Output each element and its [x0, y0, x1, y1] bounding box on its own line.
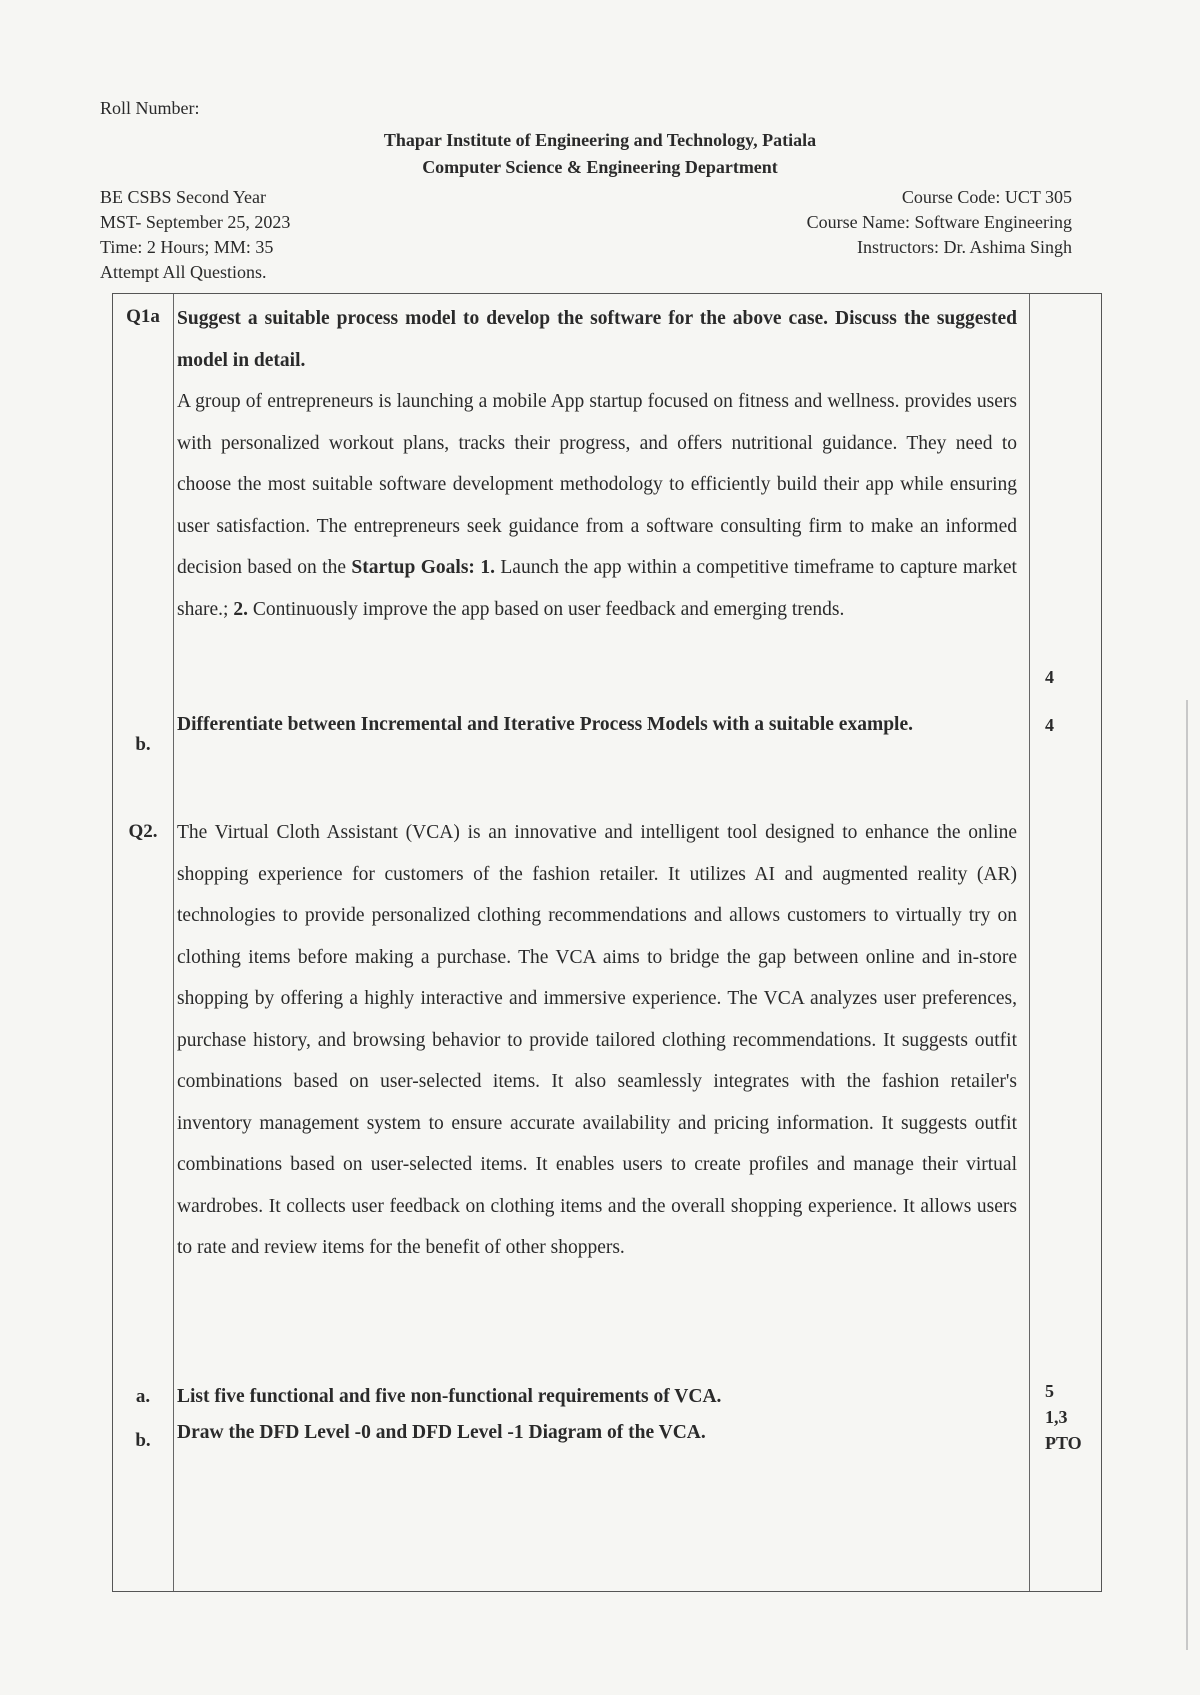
q1a-question: Suggest a suitable process model to develop the software for the above case. Discuss the suggested model in detail. — [177, 308, 1017, 371]
goal-number: 2. — [233, 598, 248, 620]
goal-number: 1. — [480, 557, 495, 578]
q2a-question: List five functional and five non-functional requirements of VCA. — [177, 1386, 722, 1407]
goals-label: Startup Goals: — [351, 557, 475, 578]
q2b-question: Draw the DFD Level -0 and DFD Level -1 Diagram of the VCA. — [177, 1422, 706, 1443]
roll-number-label: Roll Number: — [100, 98, 200, 118]
instructors: Instructors: Dr. Ashima Singh — [857, 237, 1072, 257]
q1-case-text — [177, 381, 1017, 630]
case-intro: A group of entrepreneurs is launching a mobile App startup focused on fitness and wellness. provides users with personalized workout plans, tracks their progress, and offers nutritional guidance. They need to choose the most suitable software development methodology to efficiently build their app while ensuring user satisfaction. The entrepreneurs seek guidance from a software consulting firm to make an informed decision based on the — [177, 391, 1017, 578]
q1a-label: Q1a — [126, 306, 160, 327]
exam-info-left — [100, 185, 290, 285]
exam-date: MST- September 25, 2023 — [100, 212, 291, 232]
divider — [1029, 294, 1030, 1591]
q1a-marks: 4 — [1045, 667, 1054, 687]
q2a-marks: 5 — [1045, 1381, 1054, 1401]
q1b-marks: 4 — [1045, 715, 1054, 735]
scan-edge — [1186, 700, 1188, 1650]
course-code: Course Code: UCT 305 — [901, 187, 1072, 207]
time-marks: Time: 2 Hours; MM: 35 — [100, 237, 274, 257]
divider — [173, 294, 174, 1591]
institute-name: Thapar Institute of Engineering and Technology, Patiala — [383, 130, 817, 150]
q2-marks — [1037, 1378, 1109, 1456]
program: BE CSBS Second Year — [100, 187, 267, 207]
q2-case-text: The Virtual Cloth Assistant (VCA) is an innovative and intelligent tool designed to enhance the online shopping experience for customers of the fashion retailer. It utilizes AI and augmented reality (AR) technologies to provide personalized clothing recommendations and allows customers to virtually try on clothing items before making a purchase. The VCA aims to bridge the gap between online and in-store shopping by offering a highly interactive and immersive experience. The VCA analyzes user preferences, purchase history, and browsing behavior to provide tailored clothing recommendations. It suggests outfit combinations based on user-selected items. It also seamlessly integrates with the fashion retailer's inventory management system to ensure accurate availability and pricing information. It suggests outfit combinations based on user-selected items. It enables users to create profiles and manage their virtual wardrobes. It collects user feedback on clothing items and the overall shopping experience. It allows users to rate and review items for the benefit of other shoppers. — [177, 822, 1017, 1258]
q2-label: Q2. — [128, 821, 158, 842]
q1b-question: Differentiate between Incremental and Iterative Process Models with a suitable example. — [177, 714, 913, 735]
instructions: Attempt All Questions. — [100, 262, 267, 282]
pto-note: PTO — [1045, 1433, 1082, 1453]
goal-2: Continuously improve the app based on user feedback and emerging trends. — [247, 598, 845, 620]
department-name: Computer Science & Engineering Department — [422, 157, 778, 177]
q1b-label: b. — [135, 734, 151, 755]
goal-1: Launch the app within a competitive timeframe to capture market share.; — [177, 557, 1017, 620]
q2b-label: b. — [135, 1430, 151, 1451]
question-table — [112, 293, 1102, 1592]
course-name: Course Name: Software Engineering — [806, 212, 1072, 232]
q2b-marks: 1,3 — [1045, 1407, 1068, 1427]
q2a-label: a. — [135, 1386, 151, 1407]
exam-info-right — [807, 185, 1072, 260]
